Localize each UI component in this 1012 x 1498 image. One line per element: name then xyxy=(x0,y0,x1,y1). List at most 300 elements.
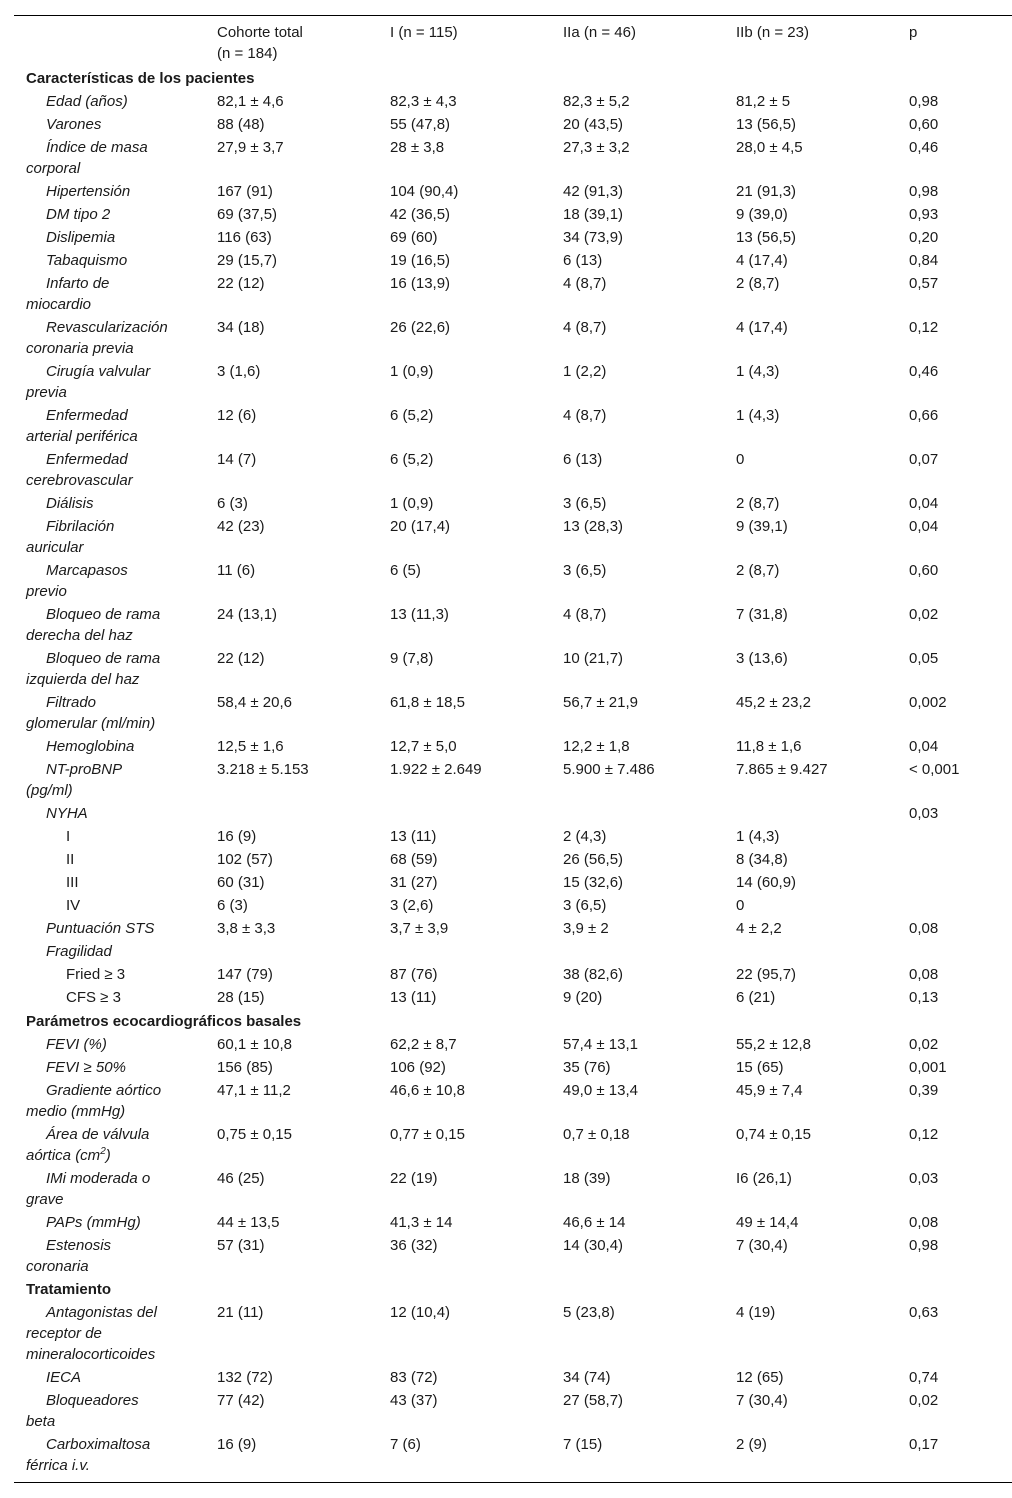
header-group-iia: IIa (n = 46) xyxy=(563,24,636,41)
row-label-text: Fragilidad xyxy=(46,943,112,960)
row-label xyxy=(26,1212,202,1233)
row-label-line1: Bloqueadores xyxy=(46,1392,139,1409)
p-value: 0,66 xyxy=(909,407,939,424)
p-value: 0,60 xyxy=(909,116,939,133)
cohort-value: 3 (1,6) xyxy=(217,363,261,380)
row-label xyxy=(26,987,202,1008)
group-iia-value: 3 (6,5) xyxy=(563,495,607,512)
p-value: 0,12 xyxy=(909,319,939,336)
row-label xyxy=(26,1235,202,1277)
p-value: 0,08 xyxy=(909,920,939,937)
top-rule xyxy=(14,15,1012,16)
group-iia-value: 4 (8,7) xyxy=(563,275,607,292)
row-label xyxy=(26,1057,202,1078)
group-iib-value: 12 (65) xyxy=(736,1369,784,1386)
p-value: 0,03 xyxy=(909,1170,939,1187)
group-i-value: 1 (0,9) xyxy=(390,363,434,380)
row-label xyxy=(26,91,202,112)
group-i-value: 1.922 ± 2.649 xyxy=(390,761,482,778)
group-i-value: 28 ± 3,8 xyxy=(390,139,445,156)
row-label-text: DM tipo 2 xyxy=(46,206,111,223)
row-label xyxy=(26,918,202,939)
group-iib-value: 0,74 ± 0,15 xyxy=(736,1126,811,1143)
group-iib-value: 55,2 ± 12,8 xyxy=(736,1036,811,1053)
row-label-line2: (pg/ml) xyxy=(26,782,73,799)
row-label-line1: Antagonistas del xyxy=(46,1304,157,1321)
group-i-value: 61,8 ± 18,5 xyxy=(390,694,465,711)
group-iib-value: 11,8 ± 1,6 xyxy=(736,738,802,755)
p-value: 0,002 xyxy=(909,694,947,711)
group-iia-value: 20 (43,5) xyxy=(563,116,624,133)
row-label xyxy=(26,964,202,985)
row-label-line1: Infarto de xyxy=(46,275,110,292)
row-label-line2: glomerular (ml/min) xyxy=(26,715,156,732)
p-value: 0,03 xyxy=(909,805,939,822)
group-iib-value: 13 (56,5) xyxy=(736,116,797,133)
group-iib-value: 7 (30,4) xyxy=(736,1237,788,1254)
group-i-value: 0,77 ± 0,15 xyxy=(390,1126,465,1143)
p-value: 0,98 xyxy=(909,1237,939,1254)
p-value: 0,63 xyxy=(909,1304,939,1321)
cohort-value: 24 (13,1) xyxy=(217,606,278,623)
bottom-rule xyxy=(14,1482,1012,1483)
cohort-value: 16 (9) xyxy=(217,1436,257,1453)
group-iib-value: 2 (8,7) xyxy=(736,275,780,292)
group-i-value: 13 (11) xyxy=(390,828,437,845)
group-i-value: 12,7 ± 5,0 xyxy=(390,738,457,755)
cohort-value: 6 (3) xyxy=(217,897,248,914)
group-iib-value: 15 (65) xyxy=(736,1059,784,1076)
p-value: 0,04 xyxy=(909,738,939,755)
group-iib-value: 4 ± 2,2 xyxy=(736,920,782,937)
row-label xyxy=(26,1124,202,1166)
group-iia-value: 9 (20) xyxy=(563,989,603,1006)
group-i-value: 7 (6) xyxy=(390,1436,421,1453)
row-label xyxy=(26,1302,202,1365)
group-iib-value: 1 (4,3) xyxy=(736,363,780,380)
group-iia-value: 3 (6,5) xyxy=(563,897,607,914)
group-iia-value: 18 (39,1) xyxy=(563,206,624,223)
row-label-line1: Área de válvula xyxy=(46,1126,150,1143)
cohort-value: 88 (48) xyxy=(217,116,265,133)
row-label xyxy=(26,449,202,491)
cohort-value: 22 (12) xyxy=(217,275,265,292)
row-label xyxy=(26,361,202,403)
header-group-iib: IIb (n = 23) xyxy=(736,24,809,41)
cohort-value: 57 (31) xyxy=(217,1237,265,1254)
group-iia-value: 46,6 ± 14 xyxy=(563,1214,626,1231)
group-iib-value: 4 (17,4) xyxy=(736,252,788,269)
group-iib-value: 28,0 ± 4,5 xyxy=(736,139,803,156)
p-value: 0,57 xyxy=(909,275,939,292)
cohort-value: 12 (6) xyxy=(217,407,257,424)
p-value: 0,04 xyxy=(909,495,939,512)
group-iib-value: 8 (34,8) xyxy=(736,851,788,868)
row-label-line2 xyxy=(26,1145,202,1166)
cohort-value: 77 (42) xyxy=(217,1392,265,1409)
row-label-line2: derecha del haz xyxy=(26,627,133,644)
row-label xyxy=(26,1434,202,1476)
row-label xyxy=(26,181,202,202)
row-label xyxy=(26,849,202,870)
group-iia-value: 4 (8,7) xyxy=(563,606,607,623)
row-label xyxy=(26,803,202,824)
cohort-value: 167 (91) xyxy=(217,183,273,200)
group-i-value: 82,3 ± 4,3 xyxy=(390,93,457,110)
row-label xyxy=(26,227,202,248)
p-value: 0,08 xyxy=(909,1214,939,1231)
p-value: 0,17 xyxy=(909,1436,939,1453)
row-label-line2: beta xyxy=(26,1413,56,1430)
row-label-line1: IMi moderada o xyxy=(46,1170,151,1187)
group-i-value: 13 (11) xyxy=(390,989,437,1006)
group-i-value: 104 (90,4) xyxy=(390,183,459,200)
row-label-line1: Fibrilación xyxy=(46,518,115,535)
cohort-value: 3.218 ± 5.153 xyxy=(217,761,309,778)
row-label-line2: receptor de xyxy=(26,1325,102,1342)
section-title: Características de los pacientes xyxy=(26,70,255,87)
row-label xyxy=(26,1168,202,1210)
cohort-value: 11 (6) xyxy=(217,562,256,579)
header-group-i: I (n = 115) xyxy=(390,24,458,41)
group-iib-value: 1 (4,3) xyxy=(736,828,780,845)
row-label-line2: férrica i.v. xyxy=(26,1457,90,1474)
p-value: 0,39 xyxy=(909,1082,939,1099)
group-i-value: 16 (13,9) xyxy=(390,275,451,292)
group-iia-value: 34 (74) xyxy=(563,1369,611,1386)
cohort-value: 156 (85) xyxy=(217,1059,273,1076)
group-iib-value: 0 xyxy=(736,451,745,468)
row-label xyxy=(26,648,202,690)
group-i-value: 46,6 ± 10,8 xyxy=(390,1082,465,1099)
cohort-value: 132 (72) xyxy=(217,1369,273,1386)
p-value: 0,02 xyxy=(909,606,939,623)
group-iib-value: 6 (21) xyxy=(736,989,776,1006)
row-label-line3: mineralocorticoides xyxy=(26,1346,156,1363)
cohort-value: 12,5 ± 1,6 xyxy=(217,738,284,755)
group-i-value: 106 (92) xyxy=(390,1059,446,1076)
group-iia-value: 3,9 ± 2 xyxy=(563,920,609,937)
group-iia-value: 12,2 ± 1,8 xyxy=(563,738,630,755)
row-label-line2: grave xyxy=(26,1191,64,1208)
row-sublabel: I xyxy=(66,828,71,845)
group-iia-value: 56,7 ± 21,9 xyxy=(563,694,638,711)
group-iia-value: 35 (76) xyxy=(563,1059,611,1076)
p-value: 0,98 xyxy=(909,183,939,200)
cohort-value: 102 (57) xyxy=(217,851,273,868)
row-label-line1: Bloqueo de rama xyxy=(46,606,161,623)
p-value: 0,20 xyxy=(909,229,939,246)
p-value: < 0,001 xyxy=(909,761,960,778)
row-label xyxy=(26,604,202,646)
cohort-value: 21 (11) xyxy=(217,1304,264,1321)
p-value: 0,98 xyxy=(909,93,939,110)
group-i-value: 83 (72) xyxy=(390,1369,438,1386)
row-label-line1: Filtrado xyxy=(46,694,97,711)
row-label xyxy=(26,250,202,271)
row-sublabel: IV xyxy=(66,897,81,914)
group-iia-value: 5.900 ± 7.486 xyxy=(563,761,655,778)
row-label xyxy=(26,941,202,962)
cohort-value: 22 (12) xyxy=(217,650,265,667)
row-label-line1: Enfermedad xyxy=(46,407,128,424)
p-value: 0,04 xyxy=(909,518,939,535)
row-label xyxy=(26,114,202,135)
row-label-text: FEVI ≥ 50% xyxy=(46,1059,126,1076)
group-iia-value: 3 (6,5) xyxy=(563,562,607,579)
group-i-value: 20 (17,4) xyxy=(390,518,451,535)
p-value: 0,07 xyxy=(909,451,939,468)
section-title: Tratamiento xyxy=(26,1281,112,1298)
p-value: 0,60 xyxy=(909,562,939,579)
row-label-line2: auricular xyxy=(26,539,84,556)
row-label-line1: NT-proBNP xyxy=(46,761,123,778)
group-iib-value: 45,9 ± 7,4 xyxy=(736,1082,803,1099)
header-p: p xyxy=(909,24,918,41)
row-label-line2-end: ) xyxy=(105,1147,111,1164)
group-i-value: 43 (37) xyxy=(390,1392,438,1409)
cohort-value: 0,75 ± 0,15 xyxy=(217,1126,292,1143)
row-label xyxy=(26,895,202,916)
group-iib-value: 22 (95,7) xyxy=(736,966,797,983)
group-iib-value: 7 (31,8) xyxy=(736,606,788,623)
p-value: 0,08 xyxy=(909,966,939,983)
group-i-value: 6 (5,2) xyxy=(390,407,434,424)
group-iia-value: 42 (91,3) xyxy=(563,183,624,200)
row-label-line1: Índice de masa xyxy=(46,139,148,156)
row-sublabel: Fried ≥ 3 xyxy=(66,966,126,983)
row-sublabel: III xyxy=(66,874,79,891)
group-iia-value: 27 (58,7) xyxy=(563,1392,624,1409)
group-iia-value: 34 (73,9) xyxy=(563,229,624,246)
group-iib-value: 9 (39,1) xyxy=(736,518,788,535)
row-label-superscript: 2 xyxy=(100,1146,106,1157)
group-iia-value: 38 (82,6) xyxy=(563,966,624,983)
group-i-value: 12 (10,4) xyxy=(390,1304,451,1321)
cohort-value: 6 (3) xyxy=(217,495,248,512)
row-label-text: Varones xyxy=(46,116,102,133)
group-i-value: 19 (16,5) xyxy=(390,252,451,269)
row-label-line1: Gradiente aórtico xyxy=(46,1082,162,1099)
p-value: 0,02 xyxy=(909,1392,939,1409)
group-iib-value: 7.865 ± 9.427 xyxy=(736,761,828,778)
row-label-text: Tabaquismo xyxy=(46,252,128,269)
cohort-value: 47,1 ± 11,2 xyxy=(217,1082,291,1099)
row-label-line2: miocardio xyxy=(26,296,92,313)
group-iia-value: 10 (21,7) xyxy=(563,650,624,667)
group-i-value: 42 (36,5) xyxy=(390,206,451,223)
cohort-value: 69 (37,5) xyxy=(217,206,278,223)
row-sublabel: CFS ≥ 3 xyxy=(66,989,121,1006)
group-i-value: 62,2 ± 8,7 xyxy=(390,1036,457,1053)
row-label-line1: Bloqueo de rama xyxy=(46,650,161,667)
group-i-value: 68 (59) xyxy=(390,851,438,868)
row-label xyxy=(26,405,202,447)
cohort-value: 58,4 ± 20,6 xyxy=(217,694,292,711)
row-label-line2: izquierda del haz xyxy=(26,671,140,688)
p-value: 0,84 xyxy=(909,252,939,269)
group-i-value: 3 (2,6) xyxy=(390,897,434,914)
p-value: 0,12 xyxy=(909,1126,939,1143)
group-iib-value: 14 (60,9) xyxy=(736,874,797,891)
group-i-value: 6 (5,2) xyxy=(390,451,434,468)
group-iib-value: 2 (8,7) xyxy=(736,495,780,512)
row-label xyxy=(26,273,202,315)
row-label-text: Hemoglobina xyxy=(46,738,135,755)
row-label xyxy=(26,1390,202,1432)
group-iib-value: 81,2 ± 5 xyxy=(736,93,791,110)
cohort-value: 42 (23) xyxy=(217,518,265,535)
row-label-text: Puntuación STS xyxy=(46,920,155,937)
cohort-value: 46 (25) xyxy=(217,1170,265,1187)
group-iib-value: 9 (39,0) xyxy=(736,206,788,223)
row-label xyxy=(26,872,202,893)
group-i-value: 3,7 ± 3,9 xyxy=(390,920,449,937)
group-iia-value: 26 (56,5) xyxy=(563,851,624,868)
group-iia-value: 7 (15) xyxy=(563,1436,603,1453)
group-iib-value: 0 xyxy=(736,897,745,914)
row-label-line1: Carboximaltosa xyxy=(46,1436,151,1453)
group-iia-value: 57,4 ± 13,1 xyxy=(563,1036,638,1053)
group-iia-value: 82,3 ± 5,2 xyxy=(563,93,630,110)
group-i-value: 31 (27) xyxy=(390,874,438,891)
row-sublabel: II xyxy=(66,851,75,868)
group-iib-value: 2 (9) xyxy=(736,1436,767,1453)
p-value: 0,46 xyxy=(909,139,939,156)
cohort-value: 27,9 ± 3,7 xyxy=(217,139,284,156)
row-label-text: FEVI (%) xyxy=(46,1036,107,1053)
group-i-value: 41,3 ± 14 xyxy=(390,1214,453,1231)
row-label-text: Diálisis xyxy=(46,495,94,512)
group-i-value: 22 (19) xyxy=(390,1170,438,1187)
p-value: 0,02 xyxy=(909,1036,939,1053)
cohort-value: 60 (31) xyxy=(217,874,265,891)
row-label xyxy=(26,692,202,734)
group-i-value: 26 (22,6) xyxy=(390,319,451,336)
cohort-value: 3,8 ± 3,3 xyxy=(217,920,276,937)
group-i-value: 69 (60) xyxy=(390,229,438,246)
cohort-value: 16 (9) xyxy=(217,828,257,845)
cohort-value: 29 (15,7) xyxy=(217,252,278,269)
group-iib-value: 13 (56,5) xyxy=(736,229,797,246)
row-label xyxy=(26,137,202,179)
row-label xyxy=(26,317,202,359)
row-label xyxy=(26,493,202,514)
cohort-value: 82,1 ± 4,6 xyxy=(217,93,284,110)
cohort-value: 147 (79) xyxy=(217,966,273,983)
row-label-text: PAPs (mmHg) xyxy=(46,1214,141,1231)
header-cohort xyxy=(217,22,303,64)
cohort-value: 14 (7) xyxy=(217,451,257,468)
row-label-text: Dislipemia xyxy=(46,229,116,246)
row-label xyxy=(26,560,202,602)
cohort-value: 28 (15) xyxy=(217,989,265,1006)
row-label xyxy=(26,1080,202,1122)
group-iib-value: 21 (91,3) xyxy=(736,183,797,200)
row-label xyxy=(26,1367,202,1388)
row-label xyxy=(26,759,202,801)
cohort-value: 34 (18) xyxy=(217,319,265,336)
section-title: Parámetros ecocardiográficos basales xyxy=(26,1013,302,1030)
header-cohort-line1: Cohorte total xyxy=(217,24,303,41)
row-label-line2: medio (mmHg) xyxy=(26,1103,126,1120)
group-iia-value: 49,0 ± 13,4 xyxy=(563,1082,638,1099)
group-i-value: 1 (0,9) xyxy=(390,495,434,512)
group-iib-value: 7 (30,4) xyxy=(736,1392,788,1409)
cohort-value: 60,1 ± 10,8 xyxy=(217,1036,292,1053)
p-value: 0,001 xyxy=(909,1059,947,1076)
group-iia-value: 4 (8,7) xyxy=(563,407,607,424)
group-iia-value: 1 (2,2) xyxy=(563,363,607,380)
row-label-text: Edad (años) xyxy=(46,93,128,110)
group-iia-value: 2 (4,3) xyxy=(563,828,607,845)
row-label-text: IECA xyxy=(46,1369,82,1386)
group-iib-value: 2 (8,7) xyxy=(736,562,780,579)
group-iia-value: 0,7 ± 0,18 xyxy=(563,1126,630,1143)
group-iia-value: 5 (23,8) xyxy=(563,1304,615,1321)
row-label-line2: cerebrovascular xyxy=(26,472,133,489)
row-label-line2: corporal xyxy=(26,160,81,177)
group-i-value: 6 (5) xyxy=(390,562,421,579)
row-label-line2: previo xyxy=(26,583,67,600)
row-label-line2: coronaria previa xyxy=(26,340,134,357)
row-label xyxy=(26,826,202,847)
group-i-value: 36 (32) xyxy=(390,1237,438,1254)
row-label xyxy=(26,204,202,225)
group-i-value: 13 (11,3) xyxy=(390,606,449,623)
group-iib-value: 4 (19) xyxy=(736,1304,776,1321)
row-label xyxy=(26,736,202,757)
group-iia-value: 14 (30,4) xyxy=(563,1237,624,1254)
row-label-line2-text: aórtica (cm xyxy=(26,1147,101,1164)
group-iia-value: 13 (28,3) xyxy=(563,518,624,535)
group-iia-value: 18 (39) xyxy=(563,1170,611,1187)
p-value: 0,05 xyxy=(909,650,939,667)
group-iib-value: I6 (26,1) xyxy=(736,1170,792,1187)
row-label-line1: Cirugía valvular xyxy=(46,363,151,380)
group-i-value: 9 (7,8) xyxy=(390,650,434,667)
cohort-value: 116 (63) xyxy=(217,229,272,246)
cohort-value: 44 ± 13,5 xyxy=(217,1214,280,1231)
row-label-text: Hipertensión xyxy=(46,183,131,200)
row-label-line2: previa xyxy=(26,384,67,401)
p-value: 0,93 xyxy=(909,206,939,223)
row-label-line2: arterial periférica xyxy=(26,428,138,445)
group-iib-value: 45,2 ± 23,2 xyxy=(736,694,811,711)
group-iib-value: 1 (4,3) xyxy=(736,407,780,424)
row-label-line1: Enfermedad xyxy=(46,451,128,468)
row-label-text: NYHA xyxy=(46,805,88,822)
row-label-line2: coronaria xyxy=(26,1258,89,1275)
group-iia-value: 4 (8,7) xyxy=(563,319,607,336)
group-i-value: 55 (47,8) xyxy=(390,116,451,133)
group-iia-value: 27,3 ± 3,2 xyxy=(563,139,630,156)
row-label xyxy=(26,1034,202,1055)
row-label-line1: Marcapasos xyxy=(46,562,128,579)
group-iib-value: 3 (13,6) xyxy=(736,650,788,667)
p-value: 0,13 xyxy=(909,989,939,1006)
group-i-value: 87 (76) xyxy=(390,966,438,983)
row-label-line1: Revascularización xyxy=(46,319,168,336)
p-value: 0,74 xyxy=(909,1369,939,1386)
row-label xyxy=(26,516,202,558)
group-iib-value: 4 (17,4) xyxy=(736,319,788,336)
group-iia-value: 6 (13) xyxy=(563,252,603,269)
row-label-line1: Estenosis xyxy=(46,1237,112,1254)
group-iia-value: 15 (32,6) xyxy=(563,874,624,891)
header-cohort-line2: (n = 184) xyxy=(217,45,278,62)
p-value: 0,46 xyxy=(909,363,939,380)
